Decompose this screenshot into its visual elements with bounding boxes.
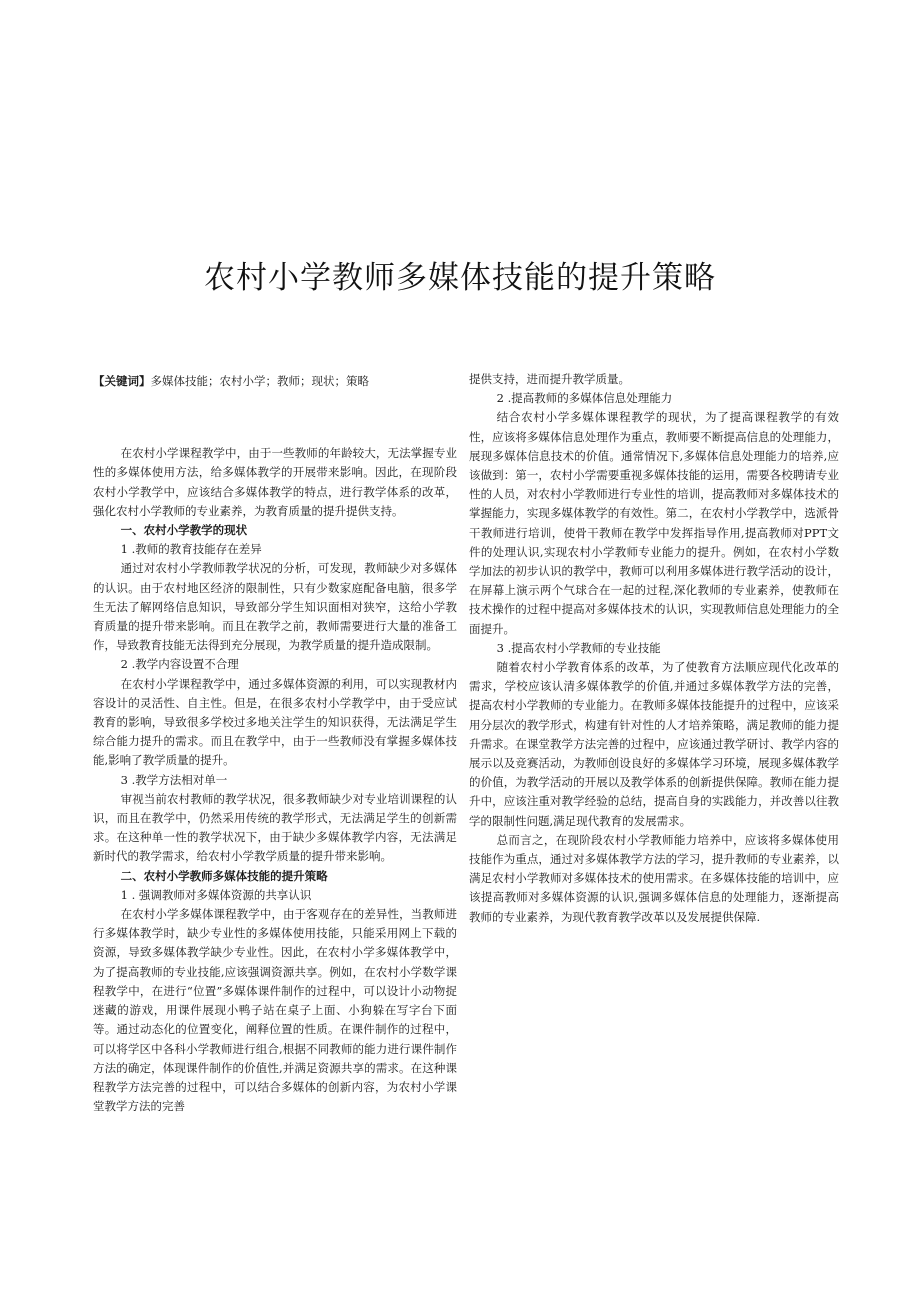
subsection-2-3-paragraph: 随着农村小学教育体系的改革，为了使教育方法顺应现代化改革的需求，学校应该认清多媒体教学的价值,并通过多媒体教学方法的完善，提高农村小学教师的专业能力。在教师多媒体技能提升的过程中，应该采用分层次的教学形式，构建有针对性的人才培养策略，满足教师的能力提升需求。在课堂教学方法完善的过程中，应该通过教学研讨、教学内容的展示以及竞赛活动，为教师创设良好的多媒体学习环境，展现多媒体教学的价值，为教学活动的开展以及教学体系的创新提供保障。教师在能力提升中，应该注重对教学经验的总结，提高自身的实践能力，并改善以往教学的限制性问题,满足现代教育的发展需求。 bbox=[469, 660, 839, 828]
subsection-1-2-paragraph: 在农村小学课程教学中，通过多媒体资源的利用，可以实现教材内容设计的灵活性、自主性。但是，在很多农村小学教学中，由于受应试教育的影响，导致很多学校过多地关注学生的知识获得，无法满足学生综合能力提升的需求。而且在教学中，由于一些教师没有掌握多媒体技能,影响了教学质量的提升。 bbox=[93, 676, 457, 768]
subsection-1-3-heading: 3 .教学方法相对单一 bbox=[120, 772, 228, 787]
continued-paragraph: 提供支持，进而提升教学质量。 bbox=[469, 372, 630, 386]
subsection-2-1-paragraph: 在农村小学多媒体课程教学中，由于客观存在的差异性，当教师进行多媒体教学时，缺少专业性的多媒体使用技能，只能采用网上下载的资源，导致多媒体教学缺少专业性。因此，在农村小学多媒体教学中，为了提高教师的专业技能,应该强调资源共享。例如，在农村小学数学课程教学中，在进行“位置”多媒体课件制作的过程中，可以设计小动物捉迷藏的游戏，用课件展现小鸭子站在桌子上面、小狗躲在写字台下面等。通过动态化的位置变化，阐释位置的性质。在课件制作的过程中，可以将学区中各科小学教师进行组合,根据不同教师的能力进行课件制作方法的确定，体现课件制作的价值性,并满足资源共享的需求。在这种课程教学方法完善的过程中，可以结合多媒体的创新内容，为农村小学课堂教学方法的完善 bbox=[93, 907, 457, 1114]
keywords-label: 【关键词】 bbox=[93, 374, 151, 388]
subsection-2-2-paragraph: 结合农村小学多媒体课程教学的现状，为了提高课程教学的有效性，应该将多媒体信息处理作为重点，教师要不断提高信息的处理能力，展现多媒体信息技术的价值。通常情况下,多媒体信息处理能力的培养,应该做到：第一，农村小学需要重视多媒体技能的运用，需要各校聘请专业性的人员，对农村小学教师进行专业性的培训，提高教师对多媒体技术的掌握能力，实现多媒体教学的有效性。第二，在农村小学教学中，选派骨干教师进行培训，使骨干教师在教学中发挥指导作用,提高教师对PPT文件的处理认识,实现农村小学教师专业能力的提升。例如，在农村小学数学加法的初步认识的教学中，教师可以利用多媒体进行教学活动的设计，在屏幕上演示两个气球合在一起的过程,深化教师的专业素养，使教师在技术操作的过程中提高对多媒体技术的认识，实现教师信息处理能力的全面提升。 bbox=[469, 410, 839, 636]
keywords-text: 多媒体技能；农村小学；教师；现状；策略 bbox=[150, 374, 369, 388]
subsection-1-2-heading: 2 .教学内容设置不合理 bbox=[120, 657, 239, 672]
section-1-heading: 一、农村小学教学的现状 bbox=[120, 523, 248, 538]
subsection-1-1-paragraph: 通过对农村小学教师教学状况的分析，可发现，教师缺少对多媒体的认识。由于农村地区经济的限制性，只有少数家庭配备电脑，很多学生无法了解网络信息知识，导致部分学生知识面相对狭窄，这给小学教育质量的提升带来影响。而且在教学之前，教师需要进行大量的准备工作，导致教育技能无法得到充分展现，为教学质量的提升造成限制。 bbox=[93, 561, 457, 653]
subsection-1-1-heading: 1 .教师的教育技能存在差异 bbox=[120, 542, 262, 557]
conclusion-paragraph: 总而言之，在现阶段农村小学教师能力培养中，应该将多媒体使用技能作为重点，通过对多媒体教学方法的学习，提升教师的专业素养，以满足农村小学教师对多媒体技术的使用需求。在多媒体技能的培训中，应该提高教师对多媒体资源的认识,强调多媒体信息的处理能力，逐渐提高教师的专业素养，为现代教育教学改革以及发展提供保障. bbox=[469, 832, 839, 924]
subsection-2-3-heading: 3 .提高农村小学教师的专业技能 bbox=[496, 640, 661, 655]
intro-paragraph: 在农村小学课程教学中，由于一些教师的年龄较大，无法掌握专业性的多媒体使用方法，给多媒体教学的开展带来影响。因此，在现阶段农村小学教学中，应该结合多媒体教学的特点，进行教学体系的改革，强化农村小学教师的专业素养，为教育质量的提升提供支持。 bbox=[93, 446, 457, 518]
document-title: 农村小学教师多媒体技能的提升策略 bbox=[204, 260, 716, 296]
subsection-2-2-heading: 2 .提高教师的多媒体信息处理能力 bbox=[496, 391, 673, 406]
section-2-heading: 二、农村小学教师多媒体技能的提升策略 bbox=[120, 868, 328, 883]
subsection-1-3-paragraph: 审视当前农村教师的教学状况，很多教师缺少对专业培训课程的认识，而且在教学中，仍然采用传统的教学形式，无法满足学生的创新需求。在这种单一性的教学状况下，由于缺少多媒体教学内容，无法满足新时代的教学需求，给农村小学教学质量的提升带来影响。 bbox=[93, 791, 457, 864]
keywords-line bbox=[93, 372, 457, 391]
right-column bbox=[469, 370, 839, 927]
subsection-2-1-heading: 1 . 强调教师对多媒体资源的共享认识 bbox=[120, 887, 312, 902]
left-column bbox=[93, 372, 457, 1116]
